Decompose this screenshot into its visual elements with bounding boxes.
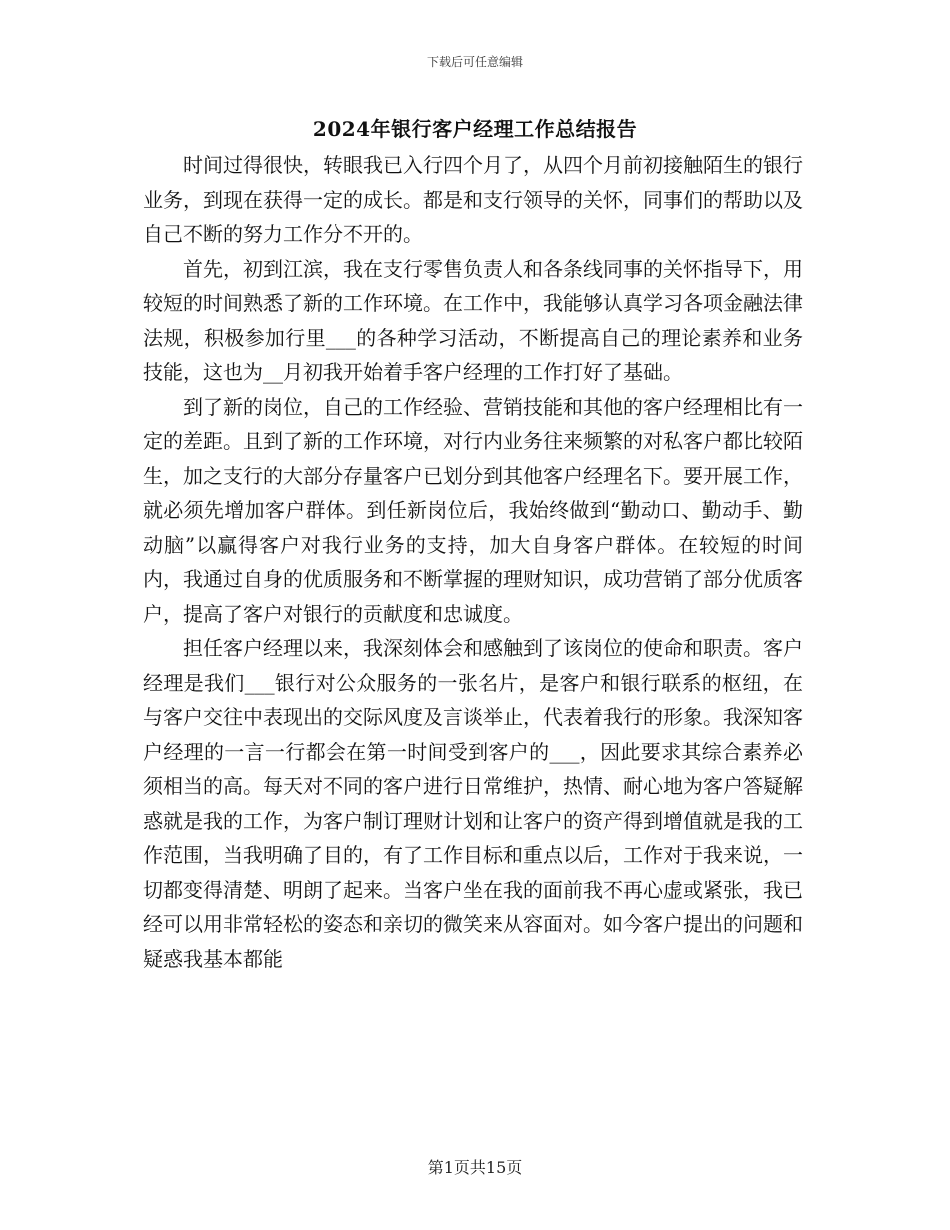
paragraph: 时间过得很快，转眼我已入行四个月了，从四个月前初接触陌生的银行业务，到现在获得一定的成长。都是和支行领导的关怀，同事们的帮助以及自己不断的努力工作分不开的。 — [143, 153, 803, 246]
page-number: 第1页共15页 — [427, 1158, 523, 1177]
document-body — [143, 148, 803, 976]
document-title: 2024年银行客户经理工作总结报告 — [312, 117, 638, 141]
paragraph: 担任客户经理以来，我深刻体会和感触到了该岗位的使命和职责。客户经理是我们___银行对公众服务的一张名片，是客户和银行联系的枢纽，在与客户交往中表现出的交际风度及言谈举止，代表着我行的形象。我深知客户经理的一言一行都会在第一时间受到客户的___，因此要求其综合素养必须相当的高。每天对不同的客户进行日常维护，热情、耐心地为客户答疑解惑就是我的工作，为客户制订理财计划和让客户的资产得到增值就是我的工作范围，当我明确了目的，有了工作目标和重点以后，工作对于我来说，一切都变得清楚、明朗了起来。当客户坐在我的面前我不再心虚或紧张，我已经可以用非常轻松的姿态和亲切的微笑来从容面对。如今客户提出的问题和疑惑我基本都能 — [143, 636, 803, 971]
header-note: 下载后可任意编辑 — [426, 55, 523, 69]
paragraph: 首先，初到江滨，我在支行零售负责人和各条线同事的关怀指导下，用较短的时间熟悉了新的工作环境。在工作中，我能够认真学习各项金融法律法规，积极参加行里___的各种学习活动，不断提高自己的理论素养和业务技能，这也为__月初我开始着手客户经理的工作打好了基础。 — [143, 256, 803, 384]
paragraph: 到了新的岗位，自己的工作经验、营销技能和其他的客户经理相比有一定的差距。且到了新的工作环境，对行内业务往来频繁的对私客户都比较陌生，加之支行的大部分存量客户已划分到其他客户经理名下。要开展工作，就必须先增加客户群体。到任新岗位后，我始终做到“勤动口、勤动手、勤动脑”以赢得客户对我行业务的支持，加大自身客户群体。在较短的时间内，我通过自身的优质服务和不断掌握的理财知识，成功营销了部分优质客户，提高了客户对银行的贡献度和忠诚度。 — [143, 394, 803, 626]
